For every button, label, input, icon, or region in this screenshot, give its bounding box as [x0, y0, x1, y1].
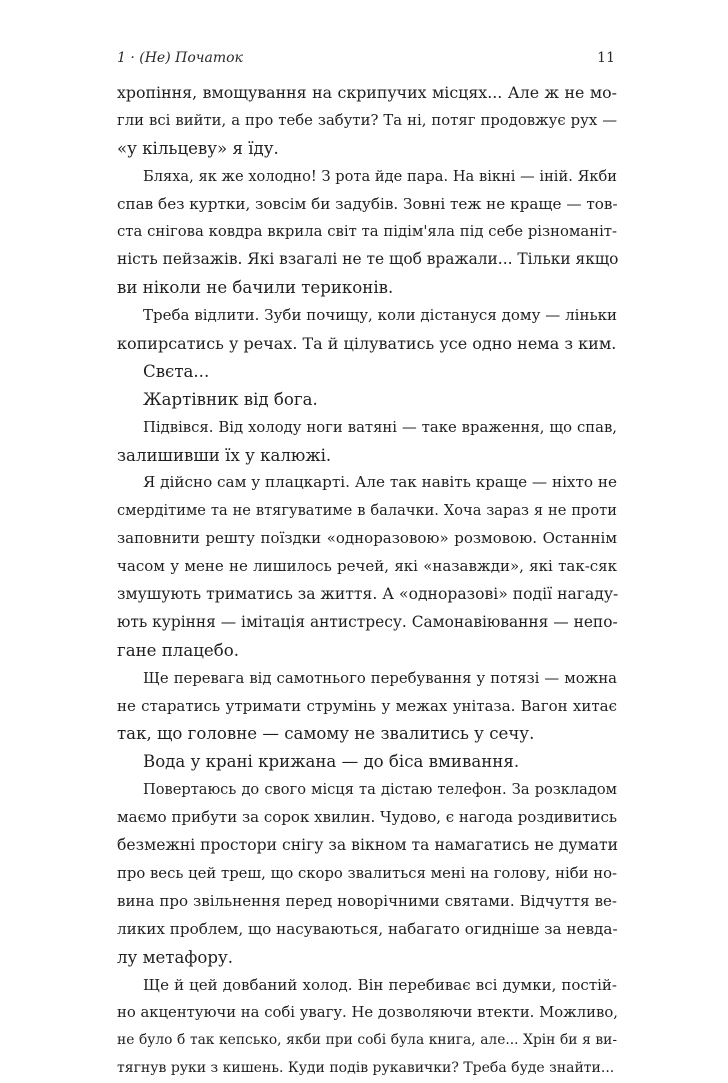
text-line: ви ніколи не бачили териконів. [117, 274, 617, 302]
page-header [117, 50, 615, 66]
text-line: копирсатись у речах. Та й цілуватись усе одно нема з ким. [117, 330, 617, 358]
text-line: Підвівся. Від холоду ноги ватяні — таке враження, що спав, [117, 414, 617, 442]
paragraph [117, 748, 617, 776]
text-line: так, що головне — самому не звалитись у сечу. [117, 720, 617, 748]
text-line: лу метафору. [117, 944, 617, 972]
text-line: ста снігова ковдра вкрила світ та підім'яла під себе різноманіт- [117, 218, 617, 246]
paragraph [117, 302, 617, 358]
paragraph [117, 79, 617, 163]
running-title: 1 · (Не) Початок [117, 50, 243, 66]
paragraph [117, 776, 617, 971]
text-line: Жартівник від бога. [117, 386, 617, 414]
text-line: хропіння, вмощування на скрипучих місцях... Але ж не мо- [117, 79, 617, 107]
text-line: смердітиме та не втягуватиме в балачки. Хоча зараз я не проти [117, 497, 617, 525]
text-line: маємо прибути за сорок хвилин. Чудово, є нагода роздивитись [117, 804, 617, 832]
text-line: ликих проблем, що насуваються, набагато огидніше за невда- [117, 916, 617, 944]
paragraph [117, 665, 617, 749]
text-line: гане плацебо. [117, 637, 617, 665]
text-line: Ще перевага від самотнього перебування у потязі — можна [117, 665, 617, 693]
text-line: Треба відлити. Зуби почищу, коли дістануся дому — ліньки [117, 302, 617, 330]
text-line: часом у мене не лишилось речей, які «назавжди», які так-сяк [117, 553, 617, 581]
text-line: змушують триматись за життя. А «одноразові» події нагаду- [117, 581, 617, 609]
text-line: ність пейзажів. Які взагалі не те щоб вражали... Тільки якщо [117, 246, 617, 274]
text-line: тягнув руки з кишень. Куди подів рукавички? Треба буде знайти... [117, 1055, 617, 1083]
paragraph [117, 972, 617, 1083]
paragraph [117, 414, 617, 470]
text-line: заповнити решту поїздки «одноразовою» розмовою. Останнім [117, 525, 617, 553]
text-line: безмежні простори снігу за вікном та намагатись не думати [117, 832, 617, 860]
paragraph [117, 358, 617, 386]
body-text [117, 79, 617, 1083]
text-line: Повертаюсь до свого місця та дістаю телефон. За розкладом [117, 776, 617, 804]
page-number: 11 [597, 50, 615, 66]
paragraph [117, 386, 617, 414]
text-line: Свєта... [117, 358, 617, 386]
text-line: Вода у крані крижана — до біса вмивання. [117, 748, 617, 776]
text-line: ють куріння — імітація антистресу. Самонавіювання — непо- [117, 609, 617, 637]
text-line: Ще й цей довбаний холод. Він перебиває всі думки, постій- [117, 972, 617, 1000]
text-line: но акцентуючи на собі увагу. Не дозволяючи втекти. Можливо, [117, 999, 617, 1027]
text-line: «у кільцеву» я їду. [117, 135, 617, 163]
text-line: не старатись утримати струмінь у межах унітаза. Вагон хитає [117, 693, 617, 721]
text-line: про весь цей треш, що скоро звалиться мені на голову, ніби но- [117, 860, 617, 888]
paragraph [117, 469, 617, 664]
text-line: гли всі вийти, а про тебе забути? Та ні, потяг продовжує рух — [117, 107, 617, 135]
text-line: Бляха, як же холодно! З рота йде пара. На вікні — іній. Якби [117, 163, 617, 191]
text-line: вина про звільнення перед новорічними святами. Відчуття ве- [117, 888, 617, 916]
text-line: залишивши їх у калюжі. [117, 442, 617, 470]
text-line: не було б так кепсько, якби при собі була книга, але... Хрін би я ви- [117, 1027, 617, 1055]
text-line: Я дійсно сам у плацкарті. Але так навіть краще — ніхто не [117, 469, 617, 497]
paragraph [117, 163, 617, 302]
text-line: спав без куртки, зовсім би задубів. Зовні теж не краще — тов- [117, 191, 617, 219]
